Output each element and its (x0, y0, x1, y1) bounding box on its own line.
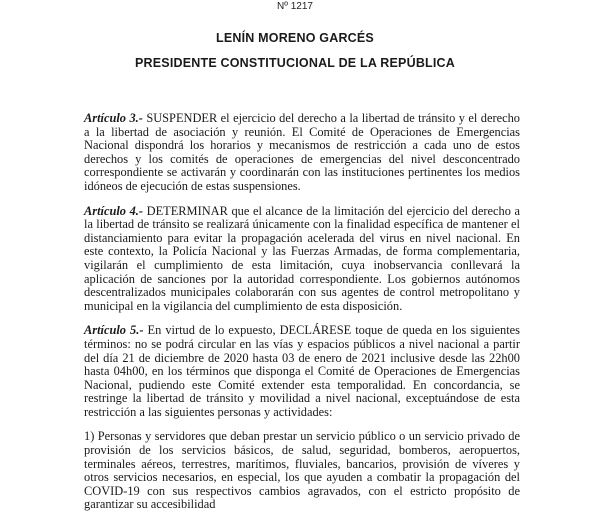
article-5-label: Artículo 5.- (84, 323, 144, 338)
article-5-text: En virtud de lo expuesto, DECLÁRESE toque de queda en los siguientes términos: no se podrá circular en las vías y espacios públicos a nivel nacional a partir del día 21 de diciembre de 2020 hasta 03 de enero de 2021 inclusive desde las 22h00 hasta 04h00, en los términos que disponga el Comité de Operaciones de Emergencias Nacional, pudiendo este Comité extender esta temporalidad. En concordancia, se restringe la libertad de tránsito y movilidad a nivel nacional, exceptuándose de esta restricción a las siguientes personas y actividades: (84, 323, 520, 419)
article-5 (84, 324, 520, 419)
author-name: LENÍN MORENO GARCÉS (216, 31, 374, 45)
article-3-text: SUSPENDER el ejercicio del derecho a la libertad de tránsito y el derecho a la libertad de asociación y reunión. El Comité de Operaciones de Emergencias Nacional dispondrá los horarios y mecanismos de restricción a cada uno de estos derechos y los comités de operaciones de emergencias del nivel desconcentrado correspondiente se activarán y coordinarán con las instituciones pertinentes los medios idóneos de ejecución de estas suspensiones. (84, 111, 520, 193)
author-title: PRESIDENTE CONSTITUCIONAL DE LA REPÚBLICA (134, 56, 456, 70)
document-body (84, 112, 520, 523)
decree-number: Nº 1217 (277, 1, 313, 12)
list-item-1: 1) Personas y servidores que deban prestar un servicio público o un servicio privado de provisión de los servicios básicos, de salud, seguridad, bomberos, aeropuertos, terminales aéreos, terrestres, marítimos, fluviales, bancarios, provisión de víveres y otros servicios necesarios, en especial, los que ayuden a combatir la propagación del COVID-19 con sus respectivos cambios agravados, con el estricto propósito de garantizar su accesibilidad (84, 429, 520, 512)
article-3-label: Artículo 3.- (84, 111, 143, 125)
article-4-text: DETERMINAR que el alcance de la limitación del ejercicio del derecho a la libertad de tránsito se realizará únicamente con la finalidad específica de mantener el distanciamiento para evitar la propagación acelerada del virus en nivel nacional. En este contexto, la Policía Nacional y las Fuerzas Armadas, de forma complementaria, vigilarán el cumplimiento de esta limitación, cuya inobservancia conllevará la aplicación de sanciones por la autoridad correspondiente. Los gobiernos autónomos descentralizados municipales colaborarán con sus agentes de control metropolitano y municipal en la vigilancia del cumplimiento de esta disposición. (84, 203, 520, 313)
article-3 (84, 112, 520, 194)
article-4-label: Artículo 4.- (84, 203, 144, 218)
article-4 (84, 205, 520, 314)
